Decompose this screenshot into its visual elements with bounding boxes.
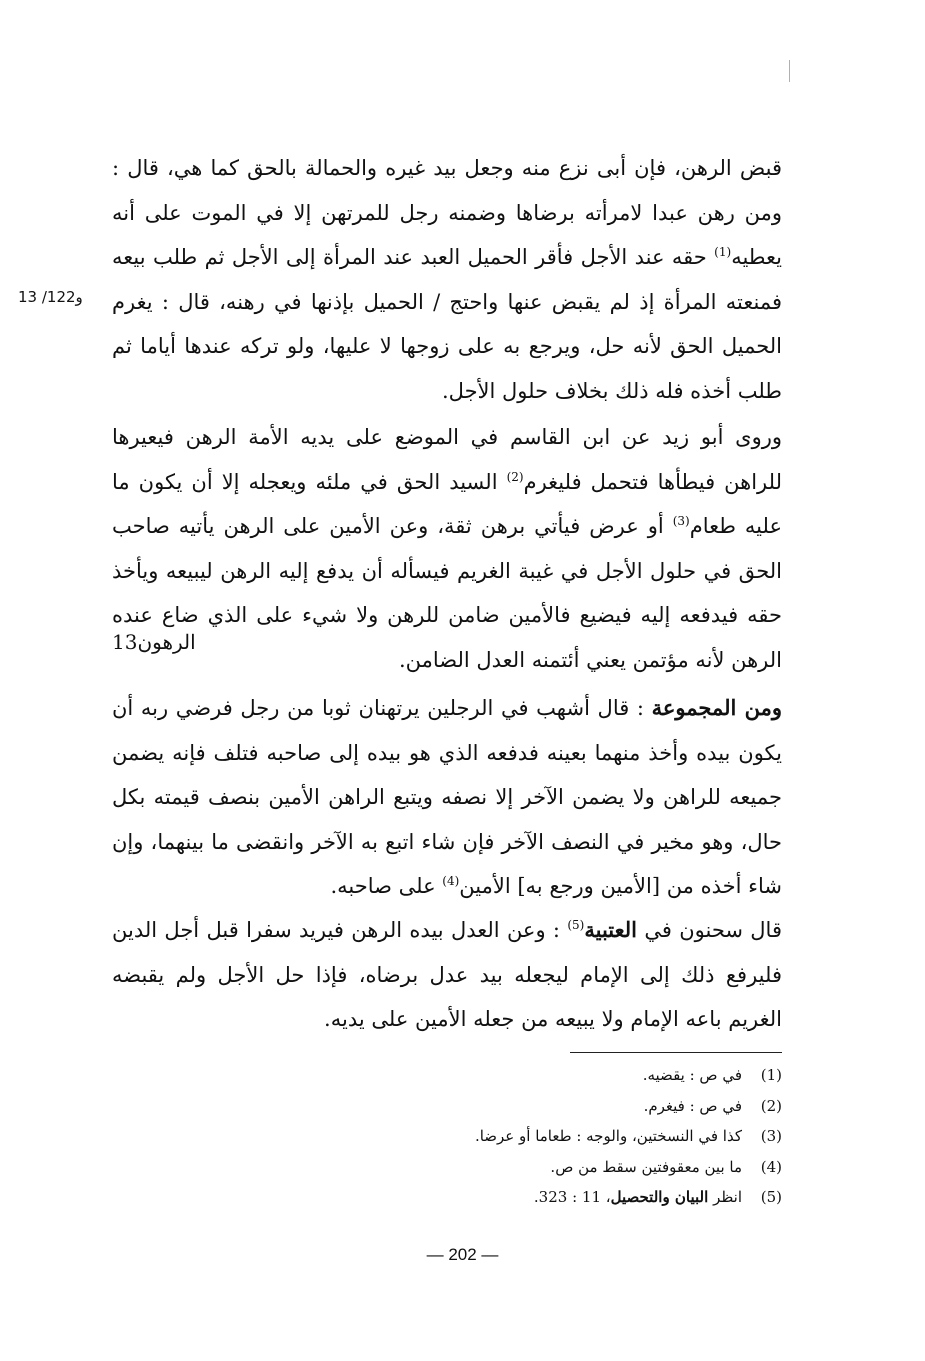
footnote-number: (2) (760, 1096, 782, 1115)
footnote-text-rest: ، 11 : 323. (533, 1188, 611, 1206)
footnote-text: في ص : فيغرم. (643, 1096, 742, 1115)
section-number: الرهون13 (112, 630, 196, 654)
paragraph-1-text-b: حقه عند الأجل فأقر الحميل العبد عند المرأة إلى الأجل ثم طلب بيعه فمنعته المرأة إذ لم يقبض عنها واحتج / الحميل بإذنها في رهنه، قال : يغرم الحميل الحق لأنه حل، ويرجع به على زوجها لا عليها، ولو تركه عندها أياما ثم طلب أخذه فله ذلك بخلاف حلول الأجل. (112, 245, 782, 403)
paragraph-2-text-c: أو عرض فيأتي برهن ثقة، وعن الأمين على الرهن يأتيه صاحب الحق في حلول الأجل في غيبة الغريم فيسأله أن يدفع إليه الرهن ليبيعه ويأخذ حقه فيدفعه إليه فيضيع فالأمين ضامن للرهن ولا شيء على الذي ضاع عنده الرهن لأنه مؤتمن يعني أئتمنه العدل الضامن. (112, 514, 782, 672)
footnote-ref-3: (3) (672, 514, 690, 528)
footnote-ref-1: (1) (714, 245, 732, 259)
paragraph-4-text-a: قال سحنون في (637, 918, 782, 942)
paragraph-2 (112, 415, 782, 682)
paragraph-3-text-b: على صاحبه. (330, 874, 443, 898)
footnote-book-title: البيان والتحصيل (610, 1188, 709, 1206)
paragraph-1 (112, 146, 782, 413)
paragraph-3-text-a: : قال أشهب في الرجلين يرتهنان ثوبا من رجل فرضي ربه أن يكون بيده وأخذ منهما بعينه فدفعه الذي هو بيده إلى صاحبه فتلف فإنه يضمن جميعه للراهن ولا يضمن الآخر إلا نصفه ويتبع الراهن الأمين بنصف قيمته بكل حال، وهو مخير في النصف الآخر فإن شاء اتبع به الآخر وانقضى ما بينهما، وإن شاء أخذه من [الأمين ورجع به] الأمين (112, 696, 782, 898)
footnote-text: ما بين معقوفتين سقط من ص. (550, 1157, 742, 1176)
paragraph-4 (112, 908, 782, 1042)
scan-artifact-mark (789, 60, 790, 82)
footnote-divider (570, 1052, 782, 1053)
footnote-text: في ص : يقضيه. (642, 1066, 742, 1084)
footnote-text: كذا في النسختين، والوجه : طعاما أو عرضا. (474, 1127, 742, 1145)
footnote-ref-2: (2) (506, 469, 524, 484)
footnote-item (300, 1152, 782, 1183)
footnote-text (534, 1182, 742, 1213)
footnote-number: (3) (760, 1127, 782, 1145)
paragraph-3 (112, 686, 782, 909)
footnote-item (300, 1091, 782, 1122)
paragraph-4-text-b: : وعن العدل بيده الرهن فيريد سفرا قبل أجل الدين فليرفع ذلك إلى الإمام ليجعله بيد عدل برضاه، فإذا حل الأجل ولم يقبضه الغريم باعه الإمام ولا يبيعه من جعله الأمين على يديه. (112, 918, 782, 1031)
footnote-item (300, 1121, 782, 1152)
manuscript-margin-reference: 13 /122و (18, 288, 83, 306)
footnote-item (300, 1182, 782, 1213)
footnote-ref-5: (5) (567, 918, 585, 932)
footnote-number: (5) (760, 1188, 782, 1206)
paragraph-4-source-title: العتبية (584, 917, 637, 942)
footnote-text-prefix: انظر (708, 1188, 742, 1206)
paragraph-1-text (112, 156, 782, 403)
paragraph-2-text-b: السيد الحق في ملئه ويعجله إلا أن يكون ما عليه طعام (112, 469, 782, 538)
footnotes (300, 1060, 782, 1213)
page-number: — 202 — (426, 1245, 499, 1264)
footnote-number: (1) (760, 1066, 782, 1084)
footnote-ref-4: (4) (442, 874, 460, 888)
footnote-number: (4) (760, 1157, 782, 1176)
footnote-item (300, 1060, 782, 1091)
paragraph-1-text-a: قبض الرهن، فإن أبى نزع منه وجعل بيد غيره والحمالة بالحق كما هي، قال : ومن رهن عبدا لامرأته برضاها وضمنه رجل للمرتهن إلا في الموت على أنه يعطيه (112, 156, 782, 269)
paragraph-3-source-title: ومن المجموعة (651, 695, 782, 720)
paragraph-2-text-a: وروى أبو زيد عن ابن القاسم في الموضع على يديه الأمة الرهن فيعيرها للراهن فيطأها فتحمل فليغرم (112, 425, 782, 494)
